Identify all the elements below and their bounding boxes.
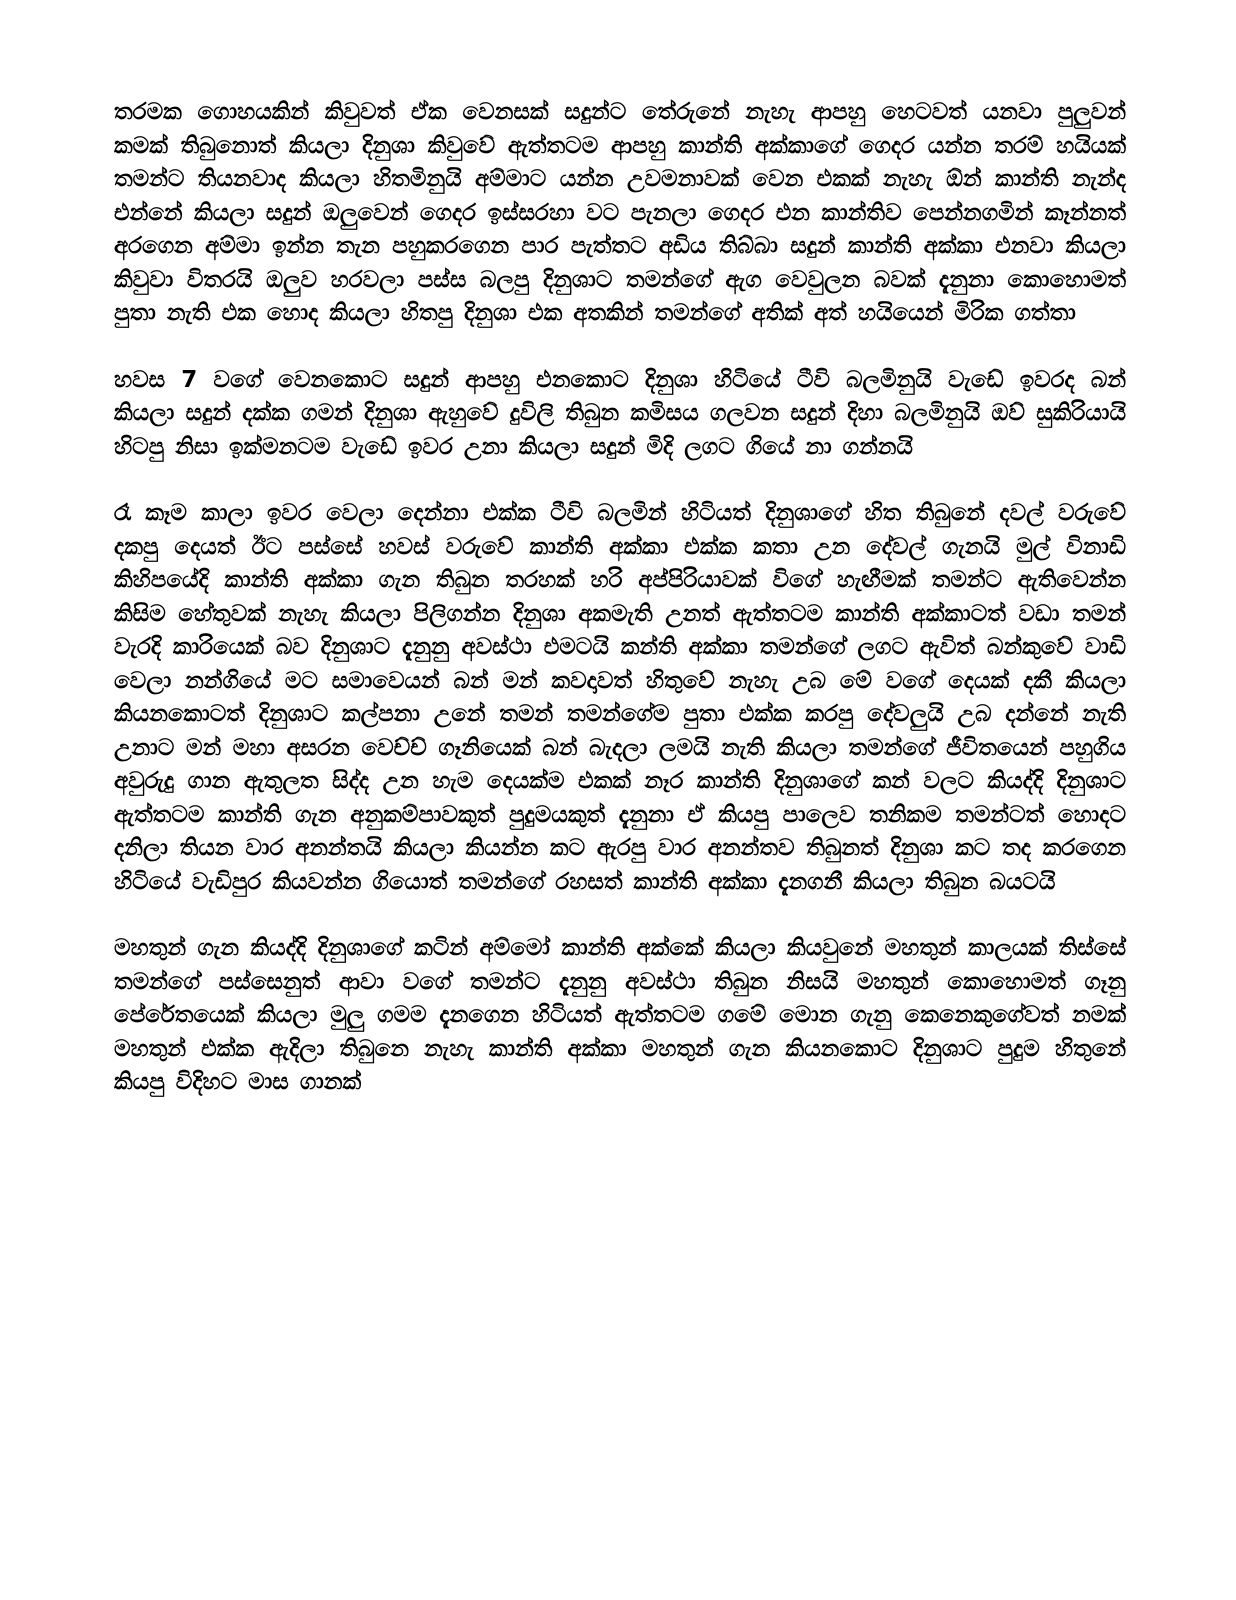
paragraph-2: හවස 7 වගේ වෙනකොට සදුන් ආපහු එනකොට දිනුශා හිටියේ ටීවි බලමිනුයි වැඩේ ඉවරද බන් කියලා සදුන් දක්ක ගමන් දිනුශා ඇහුවේ දුවිලි තිබුන කමිසය ගලවන සදුන් දිහා බලමිනුයි ඔව් සුකිරියායි හිටපු නිසා ඉක්මනටම වැඩේ ඉවර උනා කියලා සදුන් මිදි ලගට ගියේ නා ගන්නයි bbox=[114, 366, 1126, 460]
document-page bbox=[114, 96, 1126, 1100]
paragraph-1: තරමක ගොහයකින් කිවුවත් ඒක වෙනසක් සදුන්ට තේරුනේ නැහැ ආපහු හෙටවත් යනවා පුලුවන් කමක් තිබුනොත් කියලා දිනුශා කිවුවේ ඇත්තටම ආපහු කාන්ති අක්කාගේ ගෙදර යන්න තරම් හයියක් තමන්ට තියනවාද කියලා හිතමිනුයි අම්මාට යන්න උවමනාවක් වෙන එකක් නැහැ ඕන් කාන්ති නැන්ද එන්නේ කියලා සදුන් ඔලුවෙන් ගෙදර ඉස්සරහා වට පැනලා ගෙදර එන කාන්තිව පෙන්නගමින් කෑන්නත් අරගෙන අම්මා ඉන්න තැන පහුකරගෙන පාර පැත්තට අඩිය තිබ්බා සදුන් කාන්ති අක්කා එනවා කියලා කිවුවා විතරයි ඔලුව හරවලා පස්ස බලපු දිනුශාට තමන්ගේ ඇග වෙවුලන බවක් දැනුනා කොහොමත් පුතා නැති එක හොද කියලා හිතපු දිනුශා එක අතකින් තමන්ගේ අතික් අත් හයියෙන් මිරික ගත්තා bbox=[114, 99, 1126, 326]
paragraph-3: රෑ කෑම කාලා ඉවර වෙලා දෙන්නා එක්ක ටීවි බලමින් හිටියත් දිනුශාගේ හිත තිබුනේ දවල් වරුවේ දකපු දෙයත් ඊට පස්සේ හවස් වරුවේ කාන්ති අක්කා එක්ක කතා උන දේවල් ගැනයි මුල් විනාඩි කිහිපයේදි කාන්ති අක්කා ගැන තිබුන තරහක් හරි අප්පිරියාවක් විගේ හැඟීමක් තමන්ට ඇතිවෙන්න කිසිම හේතුවක් නැහැ කියලා පිලිගන්න දිනුශා අකමැති උනත් ඇත්තටම කාන්ති අක්කාටත් වඩා තමන් වැරදි කාරියෙක් බව දිනුශාට දැනුනු අවස්ථා එමටයි කන්ති අක්කා තමන්ගේ ලගට ඇවිත් බන්කුවේ වාඩි වෙලා නන්ගියේ මට සමාවෙයන් බන් මන් කවදාවත් හිතුවේ නැහැ උබ මේ වගේ දෙයක් දකී කියලා කියනකොටත් දිනුශාට කල්පනා උනේ තමන් තමන්ගේම පුතා එක්ක කරපු දේවලුයි උබ දන්නේ නැති උනාට මන් මහා අසරන වෙච්ච් ගෑනියෙක් බන් බැදලා ලමයි නැති කියලා තමන්ගේ ජීවිතයෙන් පහුගිය අවුරුදු ගාන ඇතුලත සිද්ද උන හැම දෙයක්ම එකක් නෑර කාන්ති දිනුශාගේ කන් වලට කියද්දි දිනුශාට ඇත්තටම කාන්ති ගැන අනුකම්පාවකුත් පුදුමයකුත් දැනුනා ඒ කියපු පාලෙව තනිකම තමන්ටත් හොදට දනිලා තියන වාර අනන්තයි කියලා කියන්න කට ඇරපු වාර අනන්තව තිබුනත් දිනුශා කට තද කරගෙන හිටියේ වැඩිපුර කියවන්න ගියොත් තමන්ගේ රහසත් කාන්ති අක්කා දැනගනී කියලා තිබුන බයටයි bbox=[114, 500, 1126, 895]
paragraph-4: මහතුන් ගැන කියද්දි දිනුශාගේ කටින් අම්මෝ කාන්ති අක්කේ කියලා කියවුනේ මහතුන් කාලයක් තිස්සේ තමන්ගේ පස්සෙනුත් ආවා වගේ තමන්ට දැනුනු අවස්ථා තිබුන නිසයි මහතුන් කොහොමත් ගෑනු පේරේතයෙක් කියලා මුලු ගමම දැනගෙන හිටියත් ඇත්තටම ගමේ මොන ගැනු කෙනෙකුගේවත් නමක් මහතුන් එක්ක ඇදිලා තිබුනෙ නැහැ කාන්ති අක්කා මහතුන් ගැන කියනකොට දිනුශාට පුදුම හිතුනේ කියපු විදිහට මාස ගානක් bbox=[114, 935, 1126, 1095]
